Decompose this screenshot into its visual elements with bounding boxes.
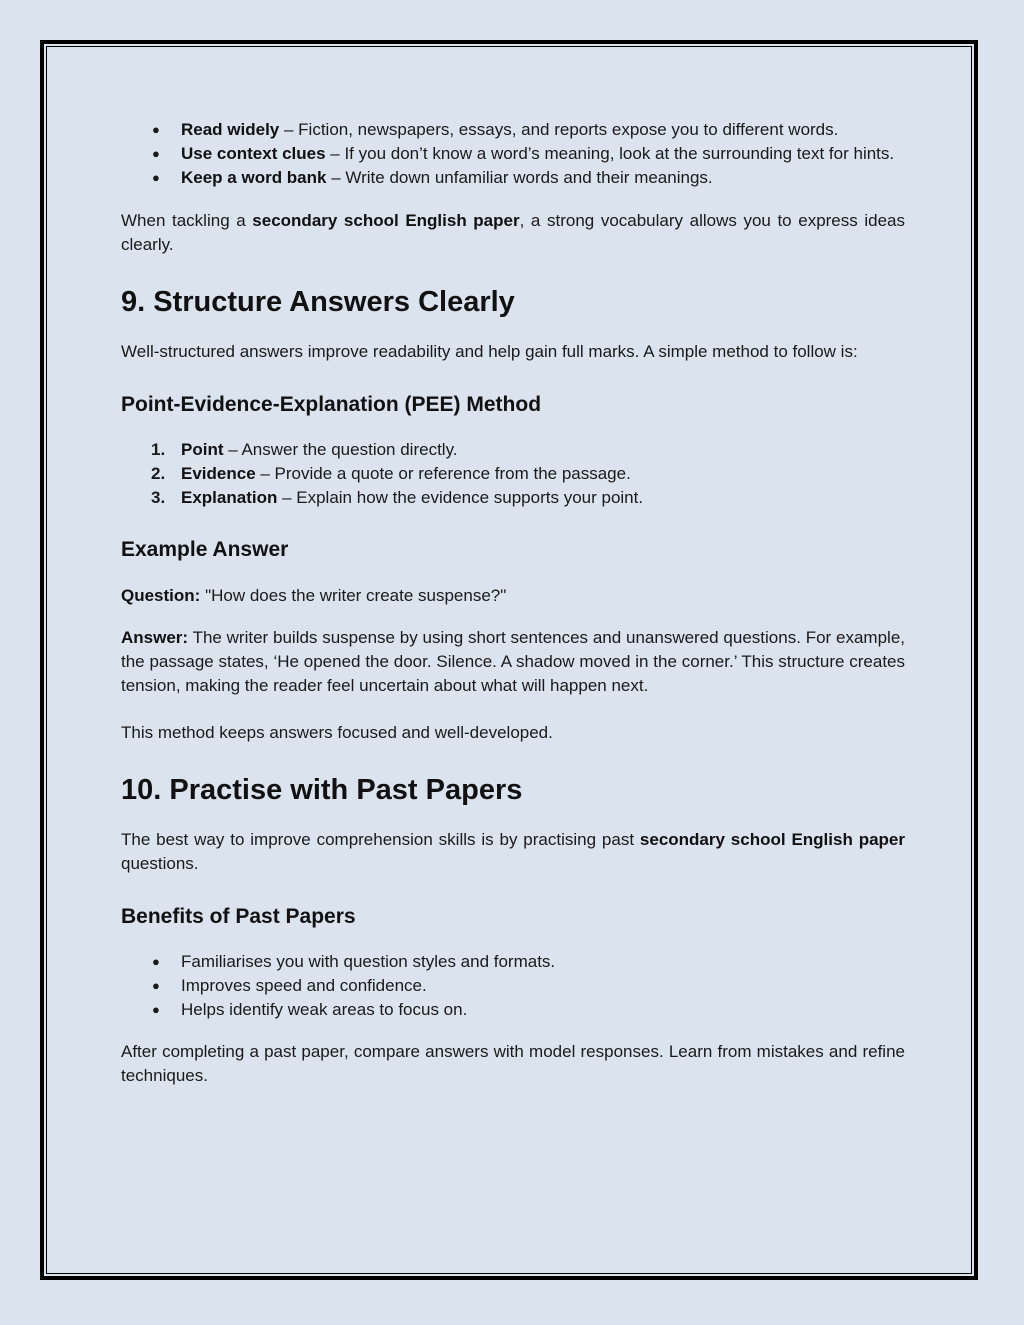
benefits-list (121, 950, 905, 1022)
list-item: ● Keep a word bank – Write down unfamiliar words and their meanings. (121, 166, 905, 190)
section-9-intro: Well-structured answers improve readability and help gain full marks. A simple method to follow is: (121, 342, 858, 361)
section-10-intro: The best way to improve comprehension skills is by practising past secondary school English paper questions. (121, 830, 905, 873)
example-question: Question: "How does the writer create suspense?" (121, 586, 507, 605)
list-item: ● Helps identify weak areas to focus on. (121, 998, 905, 1022)
list-item: 1. Point – Answer the question directly. (151, 440, 458, 459)
document-content (121, 118, 905, 1088)
list-item: 2. Evidence – Provide a quote or reference from the passage. (151, 464, 631, 483)
section-10-closing: After completing a past paper, compare answers with model responses. Learn from mistakes and refine techniques. (121, 1042, 905, 1085)
vocabulary-tips-list (121, 118, 905, 190)
example-answer-heading: Example Answer (121, 538, 289, 561)
pee-steps-list (121, 438, 905, 510)
pee-method-heading: Point-Evidence-Explanation (PEE) Method (121, 393, 542, 416)
list-item: 3. Explanation – Explain how the evidence supports your point. (151, 488, 644, 507)
section-9-heading: 9. Structure Answers Clearly (121, 286, 515, 318)
list-item: ● Familiarises you with question styles and formats. (121, 950, 905, 974)
vocabulary-paragraph: When tackling a secondary school English paper, a strong vocabulary allows you to express ideas clearly. (121, 211, 905, 254)
list-item: ● Improves speed and confidence. (121, 974, 905, 998)
list-item: ● Read widely – Fiction, newspapers, essays, and reports expose you to different words. (121, 118, 905, 142)
example-answer: Answer: The writer builds suspense by using short sentences and unanswered questions. For example, the passage states, ‘He opened the door. Silence. A shadow moved in the corner.’ This structure creates tension, making the reader feel uncertain about what will happen next. (121, 628, 905, 695)
section-9-closing: This method keeps answers focused and well-developed. (121, 723, 553, 742)
list-item: ● Use context clues – If you don’t know a word’s meaning, look at the surrounding text for hints. (121, 142, 905, 166)
benefits-heading: Benefits of Past Papers (121, 905, 356, 928)
section-10-heading: 10. Practise with Past Papers (121, 774, 523, 806)
